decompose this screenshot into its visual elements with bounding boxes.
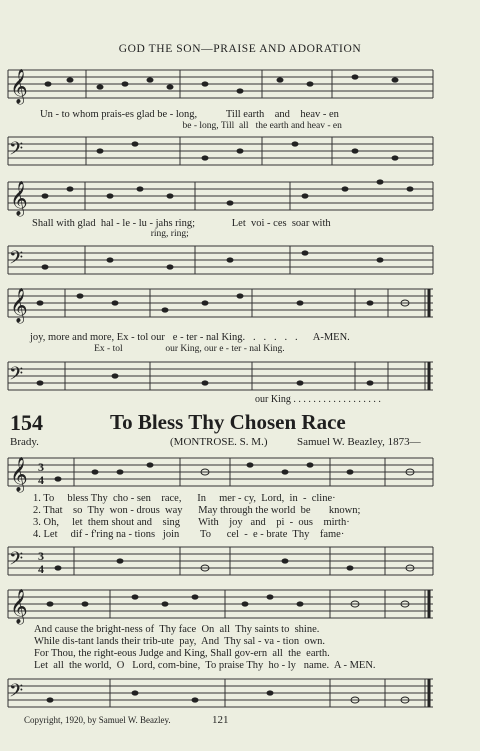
svg-text:𝄞: 𝄞 — [10, 182, 28, 215]
time-signature-bottom: 4 — [38, 473, 44, 487]
svg-text:𝄞: 𝄞 — [10, 289, 28, 322]
composer: Brady. — [10, 436, 39, 448]
refrain-line: And cause the bright-ness of Thy face On all Thy saints to shine. — [34, 624, 320, 635]
lyric-line: joy, more and more, Ex - tol our e - ter - nal King. . . . . . A-MEN. — [30, 332, 350, 343]
bass-staff — [0, 541, 480, 583]
lyric-line: ring, ring; — [32, 229, 189, 239]
refrain-line: While dis-tant lands their trib-ute pay, And Thy sal - va - tion own. — [34, 636, 326, 647]
tune-name: (MONTROSE. S. M.) — [170, 436, 268, 448]
svg-text:𝄞: 𝄞 — [10, 458, 28, 491]
time-signature-top: 3 — [38, 460, 44, 474]
hymn-number: 154 — [10, 410, 43, 435]
lyric-line: Ex - tol our King, our e - ter - nal King. — [30, 344, 285, 354]
bass-staff — [0, 132, 480, 174]
stanza-line: 3. Oh, let them shout and sing With joy and pi - ous mirth· — [33, 517, 350, 528]
lyric-line: Shall with glad hal - le - lu - jahs ring; Let voi - ces soar with — [32, 218, 331, 229]
svg-text:𝄢: 𝄢 — [9, 138, 24, 163]
treble-staff — [0, 584, 480, 626]
svg-text:𝄢: 𝄢 — [9, 680, 24, 705]
lyric-line: Un - to whom prais-es glad be - long, Till earth and heav - en — [40, 109, 339, 120]
hymn-title: To Bless Thy Chosen Race — [110, 410, 346, 434]
treble-staff — [0, 450, 480, 494]
section-header: GOD THE SON—PRAISE AND ADORATION — [118, 43, 362, 55]
author: Samuel W. Beazley, 1873— — [297, 436, 421, 448]
stanza-line: 4. Let dif - f'ring na - tions join To cel - e - brate Thy fame· — [33, 529, 345, 540]
bass-staff — [0, 240, 480, 282]
treble-staff — [0, 283, 480, 325]
treble-staff — [0, 62, 480, 116]
time-signature-top: 3 — [38, 549, 44, 563]
copyright-notice: Copyright, 1920, by Samuel W. Beazley. — [24, 715, 171, 725]
svg-text:𝄢: 𝄢 — [9, 247, 24, 272]
bass-staff — [0, 673, 480, 715]
stanza-line: 1. To bless Thy cho - sen race, In mer - cy, Lord, in - cline· — [33, 493, 336, 504]
page-number: 121 — [212, 714, 229, 726]
svg-text:𝄢: 𝄢 — [9, 363, 24, 388]
stanza-line: 2. That so Thy won - drous way May through the world be known; — [33, 505, 361, 516]
svg-text:𝄢: 𝄢 — [9, 548, 24, 573]
time-signature-bottom: 4 — [38, 562, 44, 576]
svg-text:𝄞: 𝄞 — [10, 590, 28, 623]
lyric-line: our King . . . . . . . . . . . . . . . . . . — [255, 394, 381, 405]
refrain-line: Let all the world, O Lord, com-bine, To praise Thy ho - ly name. A - MEN. — [34, 660, 376, 671]
svg-text:𝄞: 𝄞 — [10, 70, 28, 103]
bass-staff — [0, 356, 480, 398]
refrain-line: For Thou, the right-eous Judge and King, Shall gov-ern all the earth. — [34, 648, 330, 659]
lyric-line: be - long, Till all the earth and heav - en — [40, 121, 342, 131]
treble-staff — [0, 176, 480, 218]
